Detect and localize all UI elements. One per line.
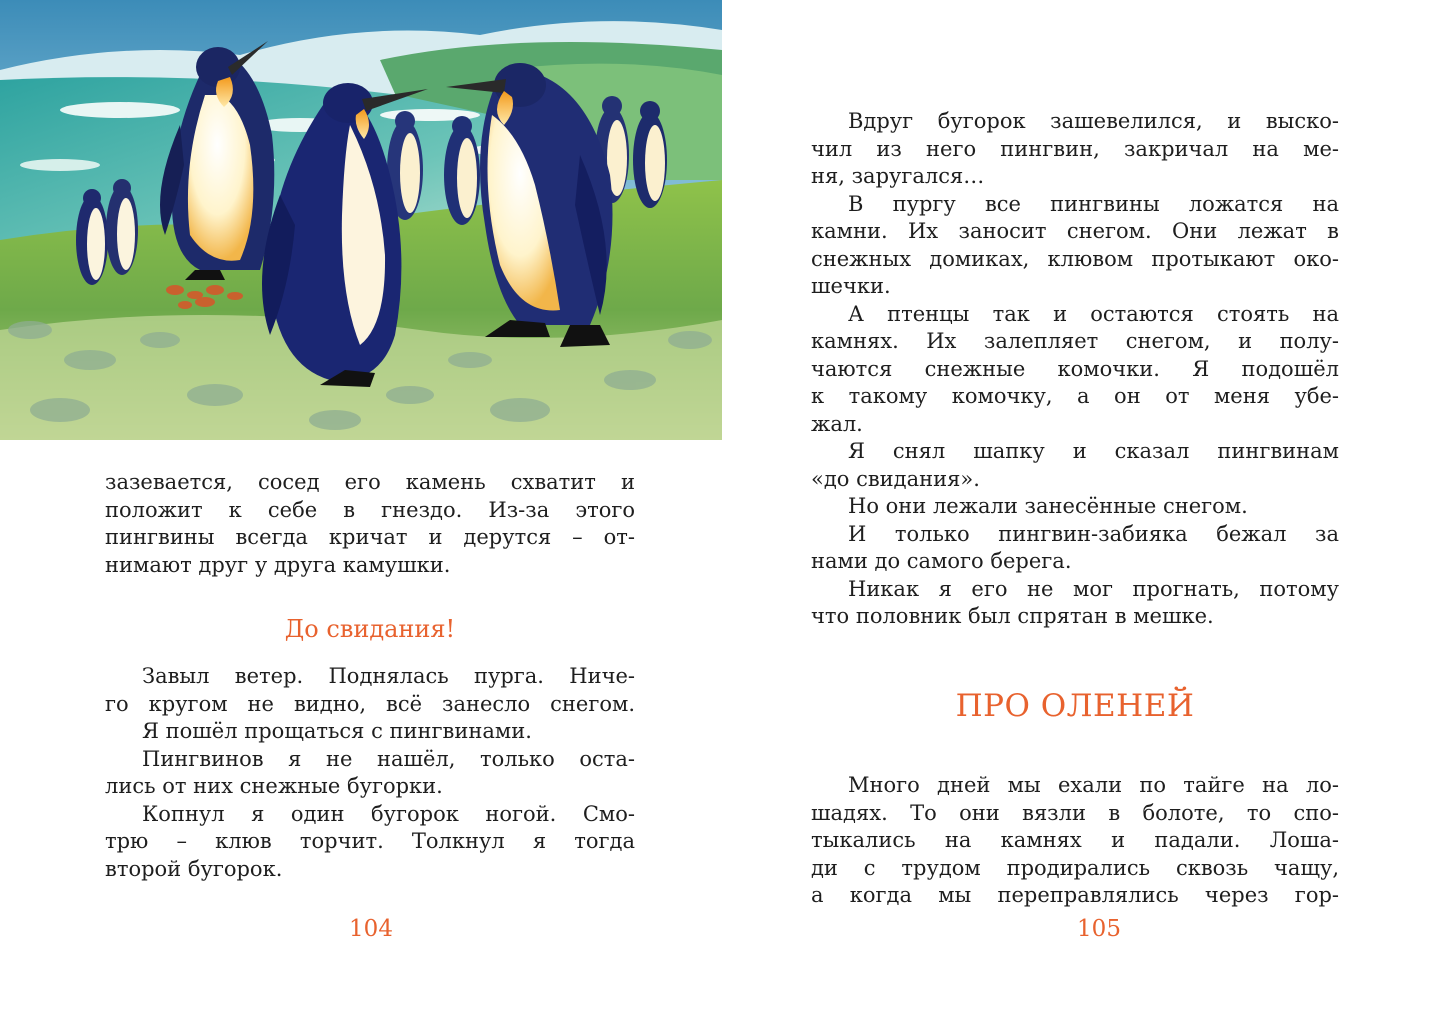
page-number: 104	[349, 916, 393, 942]
text-line: А птенцы так и остаются стоять на	[848, 301, 1339, 326]
text-line: камнях. Их залепляет снегом, и полу-	[811, 329, 1339, 353]
text-line: «до свидания».	[811, 466, 980, 491]
text-line: снежных домиках, клювом протыкают око-	[811, 246, 1339, 271]
text-line: Я снял шапку и сказал пингвинам	[848, 439, 1339, 463]
text-line: Но они лежали занесённые снегом.	[848, 494, 1248, 518]
text-line: к такому комочку, а он от меня убе-	[811, 384, 1339, 408]
text-line: второй бугорок.	[105, 856, 283, 881]
paragraph-farewell	[105, 663, 635, 883]
text-line: В пургу все пингвины ложатся на	[848, 191, 1339, 216]
text-line: чаются снежные комочки. Я подошёл	[811, 356, 1339, 381]
text-line: И только пингвин-забияка бежал за	[848, 521, 1339, 546]
paragraph-deer	[811, 772, 1339, 910]
page-number: 105	[1077, 916, 1121, 942]
text-line: Копнул я один бугорок ногой. Смо-	[142, 801, 635, 826]
text-line: Много дней мы ехали по тайге на ло-	[848, 773, 1339, 797]
text-line: шадях. То они вязли в болоте, то спо-	[811, 800, 1339, 825]
text-line: зазевается, сосед его камень схватит и	[105, 470, 635, 494]
text-line: го кругом не видно, всё занесло снегом.	[105, 691, 635, 716]
chapter-subheading: До свидания!	[284, 615, 456, 643]
text-line: чил из него пингвин, закричал на ме-	[811, 136, 1339, 161]
text-line: лись от них снежные бугорки.	[105, 774, 443, 798]
text-line: нимают друг у друга камушки.	[105, 552, 451, 577]
text-line: ди с трудом продирались сквозь чащу,	[811, 855, 1339, 880]
chapter-title: ПРО ОЛЕНЕЙ	[955, 688, 1195, 724]
text-line: положит к себе в гнездо. Из-за этого	[105, 497, 635, 522]
text-line: Вдруг бугорок зашевелился, и выско-	[848, 109, 1339, 133]
text-line: Никак я его не мог прогнать, потому	[848, 576, 1339, 601]
text-line: камни. Их заносит снегом. Они лежат в	[811, 219, 1339, 243]
penguins-illustration	[0, 0, 722, 440]
text-line: Пингвинов я не нашёл, только оста-	[142, 746, 635, 771]
text-line: Я пошёл прощаться с пингвинами.	[142, 719, 532, 743]
paragraph-continuation	[105, 469, 635, 579]
text-line: Завыл ветер. Поднялась пурга. Ниче-	[142, 664, 635, 688]
right-page	[722, 0, 1445, 1029]
left-page	[0, 0, 722, 1029]
text-line: нами до самого берега.	[811, 549, 1072, 573]
text-line: что половник был спрятан в мешке.	[811, 604, 1214, 628]
text-line: а когда мы переправлялись через гор-	[811, 883, 1339, 907]
text-line: ня, заругался…	[811, 164, 985, 188]
text-line: трю – клюв торчит. Толкнул я тогда	[105, 829, 635, 853]
text-line: шечки.	[811, 274, 891, 298]
text-line: тыкались на камнях и падали. Лоша-	[811, 828, 1339, 852]
text-line: пингвины всегда кричат и дерутся – от-	[105, 525, 635, 549]
text-line: жал.	[811, 411, 863, 436]
paragraph-blizzard	[811, 108, 1339, 631]
